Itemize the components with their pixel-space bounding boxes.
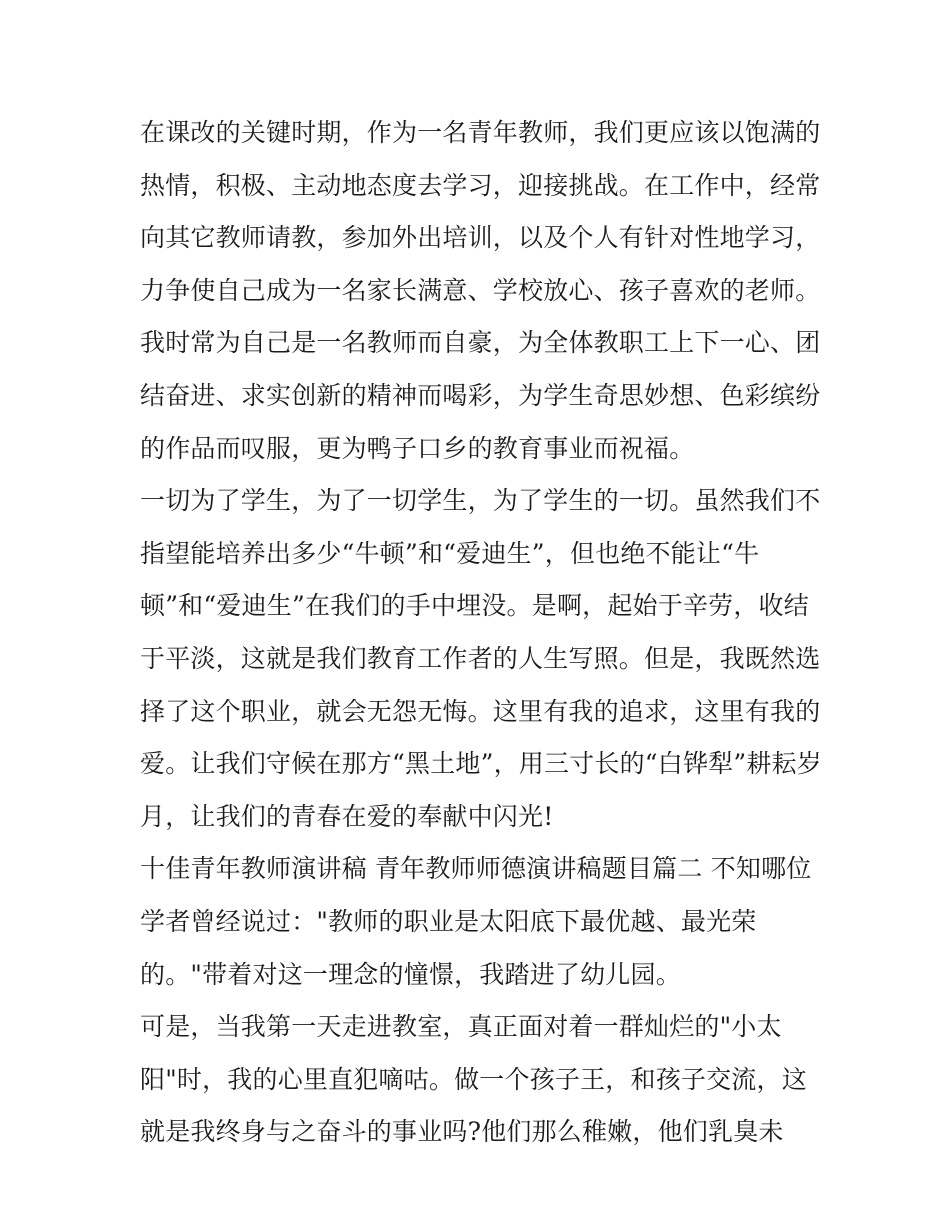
text-line-4: 力争使自己成为一名家长满意、学校放心、孩子喜欢的老师。 — [140, 275, 821, 305]
text-line-2: 热情，积极、主动地态度去学习，迎接挑战。在工作中，经常 — [140, 170, 821, 200]
text-line-12: 择了这个职业，就会无怨无悔。这里有我的追求，这里有我的 — [140, 696, 821, 726]
text-line-8: 一切为了学生，为了一切学生，为了学生的一切。虽然我们不 — [140, 486, 821, 516]
text-line-10: 顿”和“爱迪生”在我们的手中埋没。是啊，起始于辛劳，收结 — [140, 591, 809, 621]
text-line-18: 可是，当我第一天走进教室，真正面对着一群灿烂的"小太 — [140, 1012, 782, 1042]
text-line-5: 我时常为自己是一名教师而自豪，为全体教职工上下一心、团 — [140, 328, 821, 358]
text-line-6: 结奋进、求实创新的精神而喝彩，为学生奇思妙想、色彩缤纷 — [140, 380, 821, 410]
text-line-7: 的作品而叹服，更为鸭子口乡的教育事业而祝福。 — [140, 433, 695, 463]
text-line-1: 在课改的关键时期，作为一名青年教师，我们更应该以饱满的 — [140, 118, 821, 147]
text-line-16: 学者曾经说过："教师的职业是太阳底下最优越、最光荣 — [140, 906, 757, 936]
text-line-9: 指望能培养出多少“牛顿”和“爱迪生”，但也绝不能让“牛 — [140, 538, 760, 568]
text-line-3: 向其它教师请教，参加外出培训，以及个人有针对性地学习， — [140, 223, 821, 253]
text-line-13: 爱。让我们守候在那方“黑土地”，用三寸长的“白铧犁”耕耘岁 — [140, 749, 822, 779]
text-line-20: 就是我终身与之奋斗的事业吗?他们那么稚嫩，他们乳臭未 — [140, 1117, 784, 1147]
text-line-15: 十佳青年教师演讲稿 青年教师师德演讲稿题目篇二 不知哪位 — [140, 854, 812, 884]
body-text — [140, 107, 830, 1159]
text-line-19: 阳"时，我的心里直犯嘀咕。做一个孩子王，和孩子交流，这 — [140, 1064, 807, 1094]
text-line-17: 的。"带着对这一理念的憧憬，我踏进了幼儿园。 — [140, 959, 681, 989]
text-line-11: 于平淡，这就是我们教育工作者的人生写照。但是，我既然选 — [140, 643, 821, 673]
text-line-14: 月，让我们的青春在爱的奉献中闪光! — [140, 801, 554, 831]
